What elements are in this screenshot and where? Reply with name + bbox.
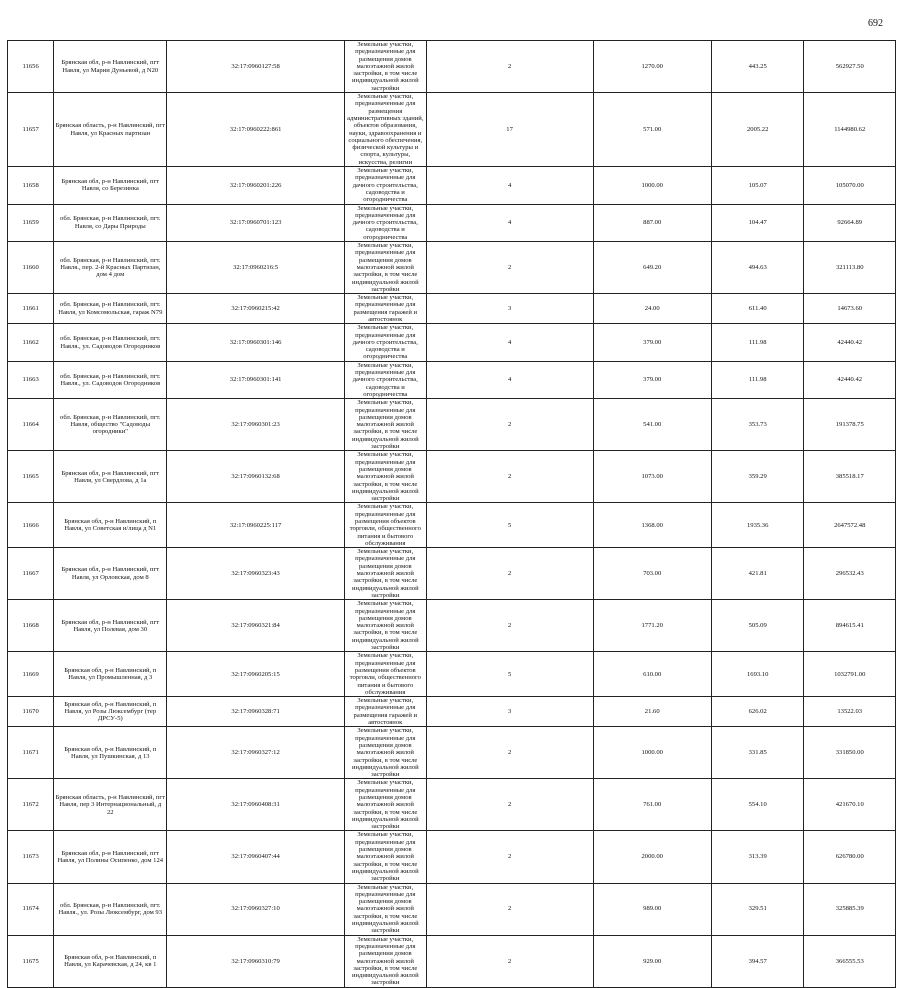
cadastral-number-cell: 32:17:0960328:71	[167, 697, 345, 727]
unit-value-cell: 554.10	[711, 779, 804, 831]
land-use-cell: Земельные участки, предназначенные для размещения домов малоэтажной жилой застройки, в том числе индивидуальной жилой застройки	[344, 935, 426, 987]
table-row	[8, 294, 896, 324]
cadastral-number-cell: 32:17:0960225:117	[167, 503, 345, 548]
page-number: 692	[868, 18, 883, 29]
cadastral-value-cell: 191378.75	[804, 399, 896, 451]
table-row	[8, 93, 896, 167]
cadastral-value-cell: 1032791.00	[804, 652, 896, 697]
cadastral-number-cell: 32:17:0960408:31	[167, 779, 345, 831]
address-cell: обл. Брянская, р-н Навлинский, пгт. Навля., ул. Садоводов Огородников	[54, 324, 167, 361]
area-cell: 2000.00	[593, 831, 711, 883]
row-number-cell: 11664	[8, 399, 54, 451]
cadastral-value-cell: 2647572.48	[804, 503, 896, 548]
use-group-cell: 2	[426, 548, 593, 600]
cadastral-value-cell: 894615.41	[804, 600, 896, 652]
use-group-cell: 17	[426, 93, 593, 167]
cadastral-value-cell: 92664.89	[804, 204, 896, 241]
use-group-cell: 2	[426, 600, 593, 652]
land-use-cell: Земельные участки, предназначенные для дачного строительства, садоводства и огородничества	[344, 361, 426, 398]
area-cell: 1368.00	[593, 503, 711, 548]
address-cell: обл. Брянская, р-н Навлинский, пгт. Навля., пер. 2-й Красных Партизан, дом 4 дом	[54, 242, 167, 294]
use-group-cell: 4	[426, 167, 593, 204]
cadastral-number-cell: 32:17:0960327:10	[167, 883, 345, 935]
land-use-cell: Земельные участки, предназначенные для размещения домов малоэтажной жилой застройки, в том числе индивидуальной жилой застройки	[344, 779, 426, 831]
row-number-cell: 11656	[8, 41, 54, 93]
address-cell: обл. Брянская, р-н Навлинский, пгт. Навля., ул. Садоводов Огородников	[54, 361, 167, 398]
land-use-cell: Земельные участки, предназначенные для размещения административных зданий, объектов образования, науки, здравоохранения и социального обеспечения, физической культуры и спорта, культуры, искусства, религии	[344, 93, 426, 167]
use-group-cell: 4	[426, 204, 593, 241]
use-group-cell: 4	[426, 324, 593, 361]
row-number-cell: 11670	[8, 697, 54, 727]
address-cell: Брянская обл, р-н Навлинский, пгт Навля, ул Свердлова, д 1а	[54, 451, 167, 503]
area-cell: 989.00	[593, 883, 711, 935]
address-cell: Брянская обл, р-н Навлинский, пгт Навля, со Березинка	[54, 167, 167, 204]
row-number-cell: 11668	[8, 600, 54, 652]
cadastral-value-cell: 42440.42	[804, 324, 896, 361]
address-cell: обл. Брянская, р-н Навлинский, пгт. Навля, со Дары Природы	[54, 204, 167, 241]
table-row	[8, 204, 896, 241]
table-row	[8, 361, 896, 398]
table-row	[8, 548, 896, 600]
area-cell: 761.00	[593, 779, 711, 831]
use-group-cell: 2	[426, 451, 593, 503]
land-use-cell: Земельные участки, предназначенные для размещения гаражей и автостоянок	[344, 697, 426, 727]
cadastral-number-cell: 32:17:0960301:146	[167, 324, 345, 361]
table-row	[8, 697, 896, 727]
cadastral-value-table	[7, 40, 896, 988]
unit-value-cell: 359.29	[711, 451, 804, 503]
address-cell: обл. Брянская, р-н Навлинский, пгт. Навля., ул. Розы Люксембург, дом 93	[54, 883, 167, 935]
unit-value-cell: 443.25	[711, 41, 804, 93]
land-use-cell: Земельные участки, предназначенные для размещения объектов торговли, общественного питания и бытового обслуживания	[344, 652, 426, 697]
area-cell: 1000.00	[593, 167, 711, 204]
table-row	[8, 167, 896, 204]
cadastral-value-cell: 325885.39	[804, 883, 896, 935]
row-number-cell: 11663	[8, 361, 54, 398]
row-number-cell: 11672	[8, 779, 54, 831]
row-number-cell: 11675	[8, 935, 54, 987]
land-use-cell: Земельные участки, предназначенные для размещения объектов торговли, общественного питания и бытового обслуживания	[344, 503, 426, 548]
row-number-cell: 11659	[8, 204, 54, 241]
table-row	[8, 399, 896, 451]
cadastral-value-cell: 421670.10	[804, 779, 896, 831]
table-row	[8, 41, 896, 93]
unit-value-cell: 104.47	[711, 204, 804, 241]
land-use-cell: Земельные участки, предназначенные для дачного строительства, садоводства и огородничества	[344, 324, 426, 361]
area-cell: 649.20	[593, 242, 711, 294]
table-row	[8, 727, 896, 779]
land-use-cell: Земельные участки, предназначенные для размещения домов малоэтажной жилой застройки, в том числе индивидуальной жилой застройки	[344, 600, 426, 652]
table-row	[8, 652, 896, 697]
cadastral-number-cell: 32:17:0960327:12	[167, 727, 345, 779]
area-cell: 1073.00	[593, 451, 711, 503]
area-cell: 1270.00	[593, 41, 711, 93]
cadastral-value-cell: 366555.53	[804, 935, 896, 987]
address-cell: Брянская обл, р-н Навлинский, п Навля, ул Карачевская, д 24, кв 1	[54, 935, 167, 987]
land-use-cell: Земельные участки, предназначенные для дачного строительства, садоводства и огородничества	[344, 167, 426, 204]
address-cell: Брянская обл, р-н Навлинский, пгт Навля, ул Полевая, дом 30	[54, 600, 167, 652]
unit-value-cell: 329.51	[711, 883, 804, 935]
area-cell: 929.00	[593, 935, 711, 987]
cadastral-number-cell: 32:17:0960310:79	[167, 935, 345, 987]
cadastral-value-cell: 1144980.62	[804, 93, 896, 167]
row-number-cell: 11671	[8, 727, 54, 779]
land-use-cell: Земельные участки, предназначенные для размещения домов малоэтажной жилой застройки, в том числе индивидуальной жилой застройки	[344, 242, 426, 294]
land-use-cell: Земельные участки, предназначенные для размещения гаражей и автостоянок	[344, 294, 426, 324]
cadastral-value-cell: 331850.00	[804, 727, 896, 779]
cadastral-number-cell: 32:17:0960321:84	[167, 600, 345, 652]
table-row	[8, 242, 896, 294]
unit-value-cell: 2005.22	[711, 93, 804, 167]
use-group-cell: 2	[426, 779, 593, 831]
address-cell: обл. Брянская, р-н Навлинский, пгт. Навля, ул Комсомольская, гараж N79	[54, 294, 167, 324]
unit-value-cell: 105.07	[711, 167, 804, 204]
address-cell: обл. Брянская, р-н Навлинский, пгт. Навля, общество "Садоводы огородники"	[54, 399, 167, 451]
area-cell: 379.00	[593, 361, 711, 398]
unit-value-cell: 111.98	[711, 361, 804, 398]
area-cell: 887.00	[593, 204, 711, 241]
cadastral-number-cell: 32:17:0960407:44	[167, 831, 345, 883]
table-row	[8, 324, 896, 361]
cadastral-number-cell: 32:17:0960222:861	[167, 93, 345, 167]
use-group-cell: 5	[426, 652, 593, 697]
cadastral-number-cell: 32:17:0960301:23	[167, 399, 345, 451]
use-group-cell: 2	[426, 831, 593, 883]
table-row	[8, 935, 896, 987]
area-cell: 703.00	[593, 548, 711, 600]
unit-value-cell: 1693.10	[711, 652, 804, 697]
unit-value-cell: 611.40	[711, 294, 804, 324]
unit-value-cell: 626.02	[711, 697, 804, 727]
area-cell: 541.00	[593, 399, 711, 451]
cadastral-value-cell: 13522.03	[804, 697, 896, 727]
area-cell: 21.60	[593, 697, 711, 727]
cadastral-value-cell: 385518.17	[804, 451, 896, 503]
row-number-cell: 11665	[8, 451, 54, 503]
land-use-cell: Земельные участки, предназначенные для размещения домов малоэтажной жилой застройки, в том числе индивидуальной жилой застройки	[344, 399, 426, 451]
row-number-cell: 11658	[8, 167, 54, 204]
use-group-cell: 2	[426, 935, 593, 987]
cadastral-value-cell: 562927.50	[804, 41, 896, 93]
row-number-cell: 11661	[8, 294, 54, 324]
area-cell: 610.00	[593, 652, 711, 697]
unit-value-cell: 505.09	[711, 600, 804, 652]
use-group-cell: 3	[426, 294, 593, 324]
cadastral-value-cell: 105070.00	[804, 167, 896, 204]
table-row	[8, 600, 896, 652]
use-group-cell: 2	[426, 399, 593, 451]
use-group-cell: 2	[426, 883, 593, 935]
use-group-cell: 4	[426, 361, 593, 398]
cadastral-number-cell: 32:17:0960701:123	[167, 204, 345, 241]
use-group-cell: 2	[426, 727, 593, 779]
address-cell: Брянская область, р-н Навлинский, пгт Навля, пер 3 Интернациональный, д 22	[54, 779, 167, 831]
row-number-cell: 11669	[8, 652, 54, 697]
area-cell: 379.00	[593, 324, 711, 361]
land-use-cell: Земельные участки, предназначенные для размещения домов малоэтажной жилой застройки, в том числе индивидуальной жилой застройки	[344, 883, 426, 935]
cadastral-number-cell: 32:17:0960323:43	[167, 548, 345, 600]
land-use-cell: Земельные участки, предназначенные для дачного строительства, садоводства и огородничества	[344, 204, 426, 241]
area-cell: 1000.00	[593, 727, 711, 779]
cadastral-number-cell: 32:17:0960216:5	[167, 242, 345, 294]
cadastral-value-cell: 14673.60	[804, 294, 896, 324]
table-row	[8, 883, 896, 935]
address-cell: Брянская обл, р-н Навлинский, п Навля, ул Промышленная, д 3	[54, 652, 167, 697]
address-cell: Брянская обл, р-н Навлинский, п Навля, ул Пушкинская, д 13	[54, 727, 167, 779]
land-use-cell: Земельные участки, предназначенные для размещения домов малоэтажной жилой застройки, в том числе индивидуальной жилой застройки	[344, 727, 426, 779]
unit-value-cell: 331.85	[711, 727, 804, 779]
use-group-cell: 2	[426, 41, 593, 93]
cadastral-value-cell: 626780.00	[804, 831, 896, 883]
address-cell: Брянская обл, р-н Навлинский, пгт Навля, ул Полины Осипенко, дом 124	[54, 831, 167, 883]
address-cell: Брянская обл, р-н Навлинский, пгт Навля, ул Орловская, дом 8	[54, 548, 167, 600]
land-use-cell: Земельные участки, предназначенные для размещения домов малоэтажной жилой застройки, в том числе индивидуальной жилой застройки	[344, 831, 426, 883]
cadastral-value-cell: 42440.42	[804, 361, 896, 398]
table-row	[8, 503, 896, 548]
cadastral-value-cell: 296532.43	[804, 548, 896, 600]
use-group-cell: 3	[426, 697, 593, 727]
unit-value-cell: 394.57	[711, 935, 804, 987]
address-cell: Брянская область, р-н Навлинский, пгт Навля, ул Красных партизан	[54, 93, 167, 167]
cadastral-number-cell: 32:17:0960205:15	[167, 652, 345, 697]
address-cell: Брянская обл, р-н Навлинский, п Навля, ул Розы Люксембург (тер ДРСУ-5)	[54, 697, 167, 727]
row-number-cell: 11657	[8, 93, 54, 167]
row-number-cell: 11674	[8, 883, 54, 935]
address-cell: Брянская обл, р-н Навлинский, пгт Навля, ул Марии Дуньевой, д N20	[54, 41, 167, 93]
cadastral-number-cell: 32:17:0960132:68	[167, 451, 345, 503]
unit-value-cell: 353.73	[711, 399, 804, 451]
cadastral-value-cell: 321113.80	[804, 242, 896, 294]
area-cell: 1771.20	[593, 600, 711, 652]
row-number-cell: 11666	[8, 503, 54, 548]
area-cell: 24.00	[593, 294, 711, 324]
row-number-cell: 11667	[8, 548, 54, 600]
land-use-cell: Земельные участки, предназначенные для размещения домов малоэтажной жилой застройки, в том числе индивидуальной жилой застройки	[344, 41, 426, 93]
table-row	[8, 831, 896, 883]
unit-value-cell: 494.63	[711, 242, 804, 294]
table-row	[8, 779, 896, 831]
row-number-cell: 11673	[8, 831, 54, 883]
unit-value-cell: 111.98	[711, 324, 804, 361]
use-group-cell: 2	[426, 242, 593, 294]
cadastral-number-cell: 32:17:0960301:141	[167, 361, 345, 398]
row-number-cell: 11660	[8, 242, 54, 294]
cadastral-number-cell: 32:17:0960201:226	[167, 167, 345, 204]
unit-value-cell: 313.39	[711, 831, 804, 883]
address-cell: Брянская обл, р-н Навлинский, п Навля, ул Советская и/лица д N1	[54, 503, 167, 548]
cadastral-number-cell: 32:17:0960215:42	[167, 294, 345, 324]
row-number-cell: 11662	[8, 324, 54, 361]
table-row	[8, 451, 896, 503]
land-use-cell: Земельные участки, предназначенные для размещения домов малоэтажной жилой застройки, в том числе индивидуальной жилой застройки	[344, 451, 426, 503]
unit-value-cell: 1935.36	[711, 503, 804, 548]
cadastral-number-cell: 32:17:0960127:58	[167, 41, 345, 93]
unit-value-cell: 421.81	[711, 548, 804, 600]
use-group-cell: 5	[426, 503, 593, 548]
area-cell: 571.00	[593, 93, 711, 167]
land-use-cell: Земельные участки, предназначенные для размещения домов малоэтажной жилой застройки, в том числе индивидуальной жилой застройки	[344, 548, 426, 600]
